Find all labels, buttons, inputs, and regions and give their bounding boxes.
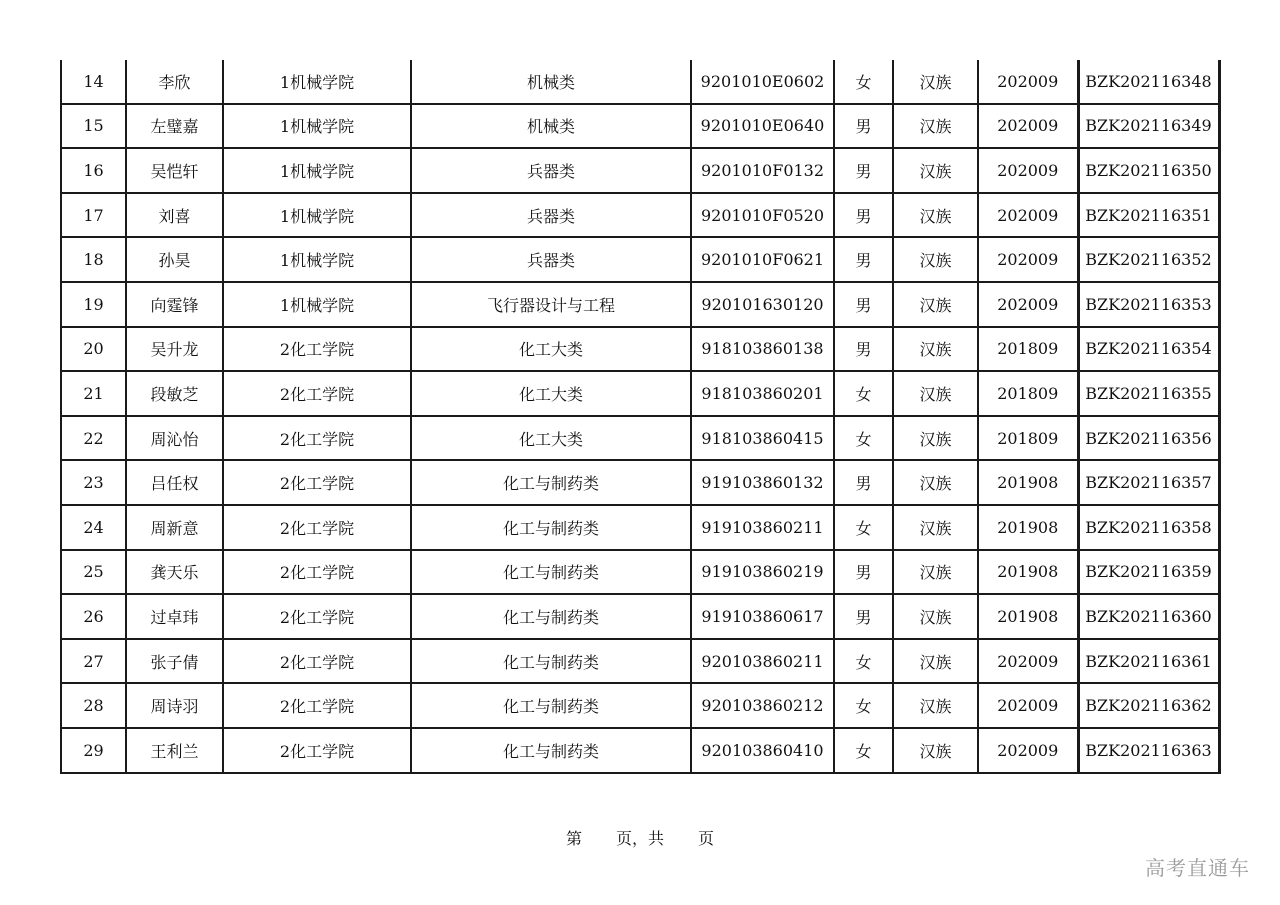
college-cell: 2化工学院 xyxy=(223,460,411,505)
certificate-number-cell: BZK202116356 xyxy=(1078,416,1219,461)
ethnicity-cell: 汉族 xyxy=(893,550,978,595)
table-row xyxy=(61,728,1219,773)
student-name-cell: 孙昊 xyxy=(126,237,223,282)
gender-cell: 男 xyxy=(834,594,893,639)
college-cell: 1机械学院 xyxy=(223,282,411,327)
table-row xyxy=(61,550,1219,595)
student-name-cell: 过卓玮 xyxy=(126,594,223,639)
row-number-cell: 23 xyxy=(61,460,126,505)
student-name-cell: 周诗羽 xyxy=(126,683,223,728)
gender-cell: 男 xyxy=(834,550,893,595)
student-name-cell: 段敏芝 xyxy=(126,371,223,416)
gender-cell: 女 xyxy=(834,60,893,104)
table-row xyxy=(61,683,1219,728)
row-number-cell: 17 xyxy=(61,193,126,238)
table-row xyxy=(61,237,1219,282)
row-number-cell: 26 xyxy=(61,594,126,639)
student-id-cell: 9201010F0520 xyxy=(691,193,834,238)
row-number-cell: 14 xyxy=(61,60,126,104)
student-name-cell: 左璧嘉 xyxy=(126,104,223,149)
table-row xyxy=(61,148,1219,193)
gender-cell: 女 xyxy=(834,639,893,684)
enrollment-date-cell: 201908 xyxy=(978,594,1078,639)
enrollment-date-cell: 201809 xyxy=(978,327,1078,372)
major-cell: 化工与制药类 xyxy=(411,728,691,773)
row-number-cell: 18 xyxy=(61,237,126,282)
certificate-number-cell: BZK202116352 xyxy=(1078,237,1219,282)
college-cell: 2化工学院 xyxy=(223,728,411,773)
page-footer-suffix: 页 xyxy=(698,829,715,848)
row-number-cell: 22 xyxy=(61,416,126,461)
student-name-cell: 李欣 xyxy=(126,60,223,104)
student-name-cell: 吴恺轩 xyxy=(126,148,223,193)
student-id-cell: 920101630120 xyxy=(691,282,834,327)
certificate-number-cell: BZK202116350 xyxy=(1078,148,1219,193)
certificate-number-cell: BZK202116358 xyxy=(1078,505,1219,550)
row-number-cell: 25 xyxy=(61,550,126,595)
enrollment-date-cell: 202009 xyxy=(978,148,1078,193)
table-row xyxy=(61,505,1219,550)
student-id-cell: 9201010E0602 xyxy=(691,60,834,104)
college-cell: 2化工学院 xyxy=(223,594,411,639)
row-number-cell: 21 xyxy=(61,371,126,416)
certificate-number-cell: BZK202116357 xyxy=(1078,460,1219,505)
college-cell: 2化工学院 xyxy=(223,683,411,728)
table-row xyxy=(61,594,1219,639)
certificate-number-cell: BZK202116362 xyxy=(1078,683,1219,728)
gender-cell: 男 xyxy=(834,193,893,238)
gender-cell: 男 xyxy=(834,237,893,282)
gender-cell: 男 xyxy=(834,327,893,372)
ethnicity-cell: 汉族 xyxy=(893,371,978,416)
certificate-number-cell: BZK202116354 xyxy=(1078,327,1219,372)
row-number-cell: 20 xyxy=(61,327,126,372)
college-cell: 1机械学院 xyxy=(223,60,411,104)
enrollment-date-cell: 201908 xyxy=(978,550,1078,595)
student-name-cell: 张子倩 xyxy=(126,639,223,684)
certificate-number-cell: BZK202116348 xyxy=(1078,60,1219,104)
enrollment-date-cell: 201809 xyxy=(978,416,1078,461)
table-row xyxy=(61,282,1219,327)
certificate-number-cell: BZK202116360 xyxy=(1078,594,1219,639)
gender-cell: 女 xyxy=(834,416,893,461)
major-cell: 化工大类 xyxy=(411,327,691,372)
student-name-cell: 周新意 xyxy=(126,505,223,550)
ethnicity-cell: 汉族 xyxy=(893,639,978,684)
student-id-cell: 9201010F0132 xyxy=(691,148,834,193)
gender-cell: 女 xyxy=(834,728,893,773)
page-footer-prefix: 第 xyxy=(565,829,582,848)
college-cell: 2化工学院 xyxy=(223,416,411,461)
major-cell: 机械类 xyxy=(411,104,691,149)
enrollment-date-cell: 202009 xyxy=(978,104,1078,149)
student-id-cell: 919103860219 xyxy=(691,550,834,595)
certificate-number-cell: BZK202116351 xyxy=(1078,193,1219,238)
table-row xyxy=(61,371,1219,416)
row-number-cell: 28 xyxy=(61,683,126,728)
gender-cell: 男 xyxy=(834,104,893,149)
ethnicity-cell: 汉族 xyxy=(893,193,978,238)
ethnicity-cell: 汉族 xyxy=(893,148,978,193)
table-row xyxy=(61,639,1219,684)
certificate-number-cell: BZK202116349 xyxy=(1078,104,1219,149)
student-id-cell: 918103860201 xyxy=(691,371,834,416)
ethnicity-cell: 汉族 xyxy=(893,505,978,550)
gender-cell: 女 xyxy=(834,505,893,550)
student-name-cell: 刘喜 xyxy=(126,193,223,238)
college-cell: 2化工学院 xyxy=(223,639,411,684)
enrollment-date-cell: 201908 xyxy=(978,505,1078,550)
college-cell: 2化工学院 xyxy=(223,550,411,595)
ethnicity-cell: 汉族 xyxy=(893,416,978,461)
gender-cell: 女 xyxy=(834,683,893,728)
enrollment-date-cell: 202009 xyxy=(978,728,1078,773)
certificate-number-cell: BZK202116353 xyxy=(1078,282,1219,327)
major-cell: 兵器类 xyxy=(411,148,691,193)
college-cell: 2化工学院 xyxy=(223,371,411,416)
student-name-cell: 王利兰 xyxy=(126,728,223,773)
gender-cell: 男 xyxy=(834,148,893,193)
college-cell: 1机械学院 xyxy=(223,148,411,193)
row-number-cell: 29 xyxy=(61,728,126,773)
student-id-cell: 9201010E0640 xyxy=(691,104,834,149)
page-footer xyxy=(0,826,1280,849)
major-cell: 化工与制药类 xyxy=(411,550,691,595)
ethnicity-cell: 汉族 xyxy=(893,60,978,104)
ethnicity-cell: 汉族 xyxy=(893,460,978,505)
student-id-cell: 920103860410 xyxy=(691,728,834,773)
ethnicity-cell: 汉族 xyxy=(893,104,978,149)
enrollment-date-cell: 202009 xyxy=(978,193,1078,238)
enrollment-date-cell: 202009 xyxy=(978,60,1078,104)
student-id-cell: 918103860415 xyxy=(691,416,834,461)
table-row xyxy=(61,193,1219,238)
enrollment-date-cell: 201809 xyxy=(978,371,1078,416)
ethnicity-cell: 汉族 xyxy=(893,327,978,372)
roster-table-body xyxy=(61,60,1219,773)
major-cell: 化工大类 xyxy=(411,416,691,461)
row-number-cell: 27 xyxy=(61,639,126,684)
gender-cell: 男 xyxy=(834,282,893,327)
major-cell: 化工与制药类 xyxy=(411,460,691,505)
student-id-cell: 919103860617 xyxy=(691,594,834,639)
gender-cell: 女 xyxy=(834,371,893,416)
row-number-cell: 15 xyxy=(61,104,126,149)
roster-sheet xyxy=(60,60,1218,774)
enrollment-date-cell: 202009 xyxy=(978,237,1078,282)
site-watermark: 高考直通车 xyxy=(1145,856,1250,880)
ethnicity-cell: 汉族 xyxy=(893,683,978,728)
major-cell: 机械类 xyxy=(411,60,691,104)
enrollment-date-cell: 202009 xyxy=(978,282,1078,327)
college-cell: 1机械学院 xyxy=(223,104,411,149)
student-id-cell: 919103860211 xyxy=(691,505,834,550)
certificate-number-cell: BZK202116355 xyxy=(1078,371,1219,416)
enrollment-date-cell: 202009 xyxy=(978,639,1078,684)
student-name-cell: 向霆锋 xyxy=(126,282,223,327)
row-number-cell: 16 xyxy=(61,148,126,193)
major-cell: 化工大类 xyxy=(411,371,691,416)
row-number-cell: 24 xyxy=(61,505,126,550)
table-row xyxy=(61,460,1219,505)
student-id-cell: 920103860212 xyxy=(691,683,834,728)
table-row xyxy=(61,416,1219,461)
roster-table xyxy=(60,60,1221,774)
table-row xyxy=(61,327,1219,372)
student-name-cell: 吴升龙 xyxy=(126,327,223,372)
enrollment-date-cell: 201908 xyxy=(978,460,1078,505)
ethnicity-cell: 汉族 xyxy=(893,282,978,327)
student-id-cell: 918103860138 xyxy=(691,327,834,372)
ethnicity-cell: 汉族 xyxy=(893,237,978,282)
page-footer-middle: 页，共 xyxy=(615,829,664,848)
major-cell: 飞行器设计与工程 xyxy=(411,282,691,327)
student-id-cell: 9201010F0621 xyxy=(691,237,834,282)
student-name-cell: 吕任权 xyxy=(126,460,223,505)
student-id-cell: 920103860211 xyxy=(691,639,834,684)
college-cell: 2化工学院 xyxy=(223,327,411,372)
certificate-number-cell: BZK202116361 xyxy=(1078,639,1219,684)
certificate-number-cell: BZK202116359 xyxy=(1078,550,1219,595)
row-number-cell: 19 xyxy=(61,282,126,327)
college-cell: 1机械学院 xyxy=(223,193,411,238)
major-cell: 化工与制药类 xyxy=(411,594,691,639)
ethnicity-cell: 汉族 xyxy=(893,728,978,773)
student-name-cell: 龚天乐 xyxy=(126,550,223,595)
enrollment-date-cell: 202009 xyxy=(978,683,1078,728)
ethnicity-cell: 汉族 xyxy=(893,594,978,639)
certificate-number-cell: BZK202116363 xyxy=(1078,728,1219,773)
student-name-cell: 周沁怡 xyxy=(126,416,223,461)
major-cell: 兵器类 xyxy=(411,237,691,282)
major-cell: 化工与制药类 xyxy=(411,683,691,728)
student-id-cell: 919103860132 xyxy=(691,460,834,505)
table-row xyxy=(61,104,1219,149)
major-cell: 兵器类 xyxy=(411,193,691,238)
college-cell: 2化工学院 xyxy=(223,505,411,550)
major-cell: 化工与制药类 xyxy=(411,639,691,684)
gender-cell: 男 xyxy=(834,460,893,505)
table-row xyxy=(61,60,1219,104)
college-cell: 1机械学院 xyxy=(223,237,411,282)
major-cell: 化工与制药类 xyxy=(411,505,691,550)
